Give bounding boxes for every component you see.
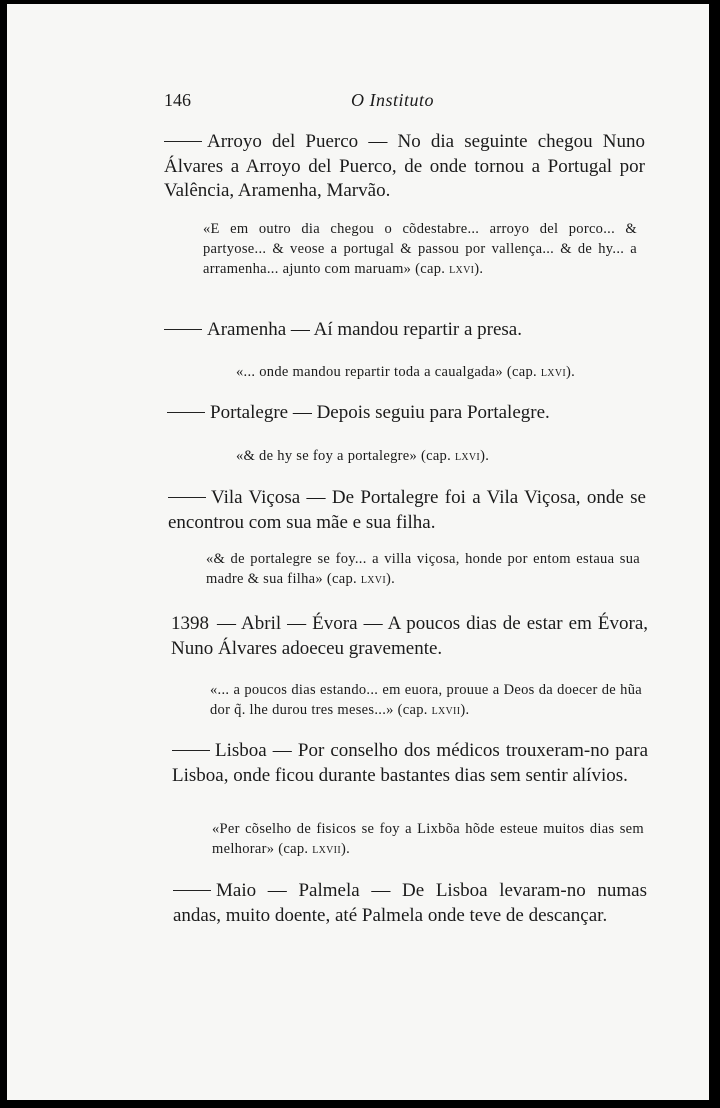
chapter-ref: lxvii: [431, 702, 461, 718]
chapter-ref: lxvi: [449, 261, 475, 277]
chapter-ref: lxvi: [454, 448, 481, 464]
lead-dash: [167, 412, 205, 413]
entry-aramenha: Aramenha — Aí mandou repartir a presa.: [164, 318, 645, 343]
quote-text: «... onde mandou repartir toda a caualgada»: [236, 364, 503, 380]
entry-palmela: Maio — Palmela — De Lisboa levaram-no numas andas, muito doente, até Palmela onde teve de descançar.: [173, 880, 647, 926]
entry-text: De Portalegre foi a Vila Viçosa, onde se encontrou com sua mãe e sua filha.: [168, 487, 646, 533]
entry-year: 1398: [171, 613, 209, 634]
entry-text: A poucos dias de estar em Évora, Nuno Álvares adoeceu gravemente.: [171, 613, 648, 659]
quote-text: «... a poucos dias estando... em euora, prouue a Deos da doecer de hũa dor q̃. lhe durou tres meses...»: [210, 682, 642, 718]
lead-dash: [173, 890, 211, 891]
page-header: [7, 90, 709, 114]
entry-head: Portalegre: [210, 402, 289, 423]
lead-dash: [168, 497, 206, 498]
lead-dash: [164, 329, 202, 330]
page-number: 146: [164, 90, 191, 110]
book-page: [7, 4, 709, 1100]
quote-evora: «... a poucos dias estando... em euora, prouue a Deos da doecer de hũa dor q̃. lhe durou tres meses...» (cap. lxvii).: [210, 682, 642, 718]
entry-text: Aí mandou repartir a presa.: [313, 319, 522, 340]
quote-aramenha: «... onde mandou repartir toda a caualgada» (cap. lxvi).: [236, 364, 576, 380]
entry-portalegre: Portalegre — Depois seguiu para Portalegre.: [167, 401, 648, 426]
entry-text: Por conselho dos médicos trouxeram-no para Lisboa, onde ficou durante bastantes dias sem sentir alívios.: [172, 740, 648, 786]
quote-lisboa: «Per cõselho de fisicos se foy a Lixbõa hõde esteue muitos dias sem melhorar» (cap. lxvii).: [212, 821, 644, 857]
entry-text: De Lisboa levaram-no numas andas, muito doente, até Palmela onde teve de descançar.: [173, 880, 647, 926]
entry-arroyo: Arroyo del Puerco — No dia seguinte chegou Nuno Álvares a Arroyo del Puerco, de onde tornou a Portugal por Valência, Aramenha, Marvão.: [164, 131, 645, 201]
entry-head: Maio — Palmela: [216, 880, 360, 901]
entry-head: Arroyo del Puerco: [207, 131, 359, 152]
quote-text: «& de portalegre se foy... a villa viçosa, honde por entom estaua sua madre & sua filha»: [206, 551, 640, 587]
lead-dash: [164, 141, 202, 142]
quote-arroyo: «E em outro dia chegou o cõdestabre... arroyo del porco... & partyose... & veose a portugal & passou por vallença... & de hy... a arramenha... ajunto com maruam» (cap. lxvi).: [203, 221, 637, 277]
entry-head: Vila Viçosa: [211, 487, 301, 508]
entry-text: No dia seguinte chegou Nuno Álvares a Arroyo del Puerco, de onde tornou a Portugal por Valência, Aramenha, Marvão.: [164, 131, 645, 201]
quote-text: «Per cõselho de fisicos se foy a Lixbõa hõde esteue muitos dias sem melhorar»: [212, 821, 644, 857]
entry-head: Abril — Évora: [241, 613, 358, 634]
quote-text: «E em outro dia chegou o cõdestabre... arroyo del porco... & partyose... & veose a portugal & passou por vallença... & de hy... a arramenha... ajunto com maruam»: [203, 221, 637, 277]
entry-lisboa: Lisboa — Por conselho dos médicos trouxeram-no para Lisboa, onde ficou durante bastantes dias sem sentir alívios.: [172, 740, 648, 786]
entry-vila-vicosa: Vila Viçosa — De Portalegre foi a Vila Viçosa, onde se encontrou com sua mãe e sua filha.: [168, 487, 646, 533]
quote-portalegre: «& de hy se foy a portalegre» (cap. lxvi).: [236, 448, 490, 464]
entry-text: Depois seguiu para Portalegre.: [316, 402, 550, 423]
entry-head: Lisboa: [215, 740, 267, 761]
quote-vila-vicosa: «& de portalegre se foy... a villa viçosa, honde por entom estaua sua madre & sua filha» (cap. lxvi).: [206, 551, 640, 587]
entry-head: Aramenha: [207, 319, 287, 340]
running-title: O Instituto: [351, 90, 435, 110]
chapter-ref: lxvi: [360, 571, 386, 587]
chapter-ref: lxvi: [540, 364, 566, 380]
chapter-ref: lxvii: [312, 841, 341, 857]
quote-text: «& de hy se foy a portalegre»: [236, 448, 418, 464]
entry-evora: 1398 — Abril — Évora — A poucos dias de estar em Évora, Nuno Álvares adoeceu gravemente.: [171, 613, 648, 659]
lead-dash: [172, 750, 210, 751]
